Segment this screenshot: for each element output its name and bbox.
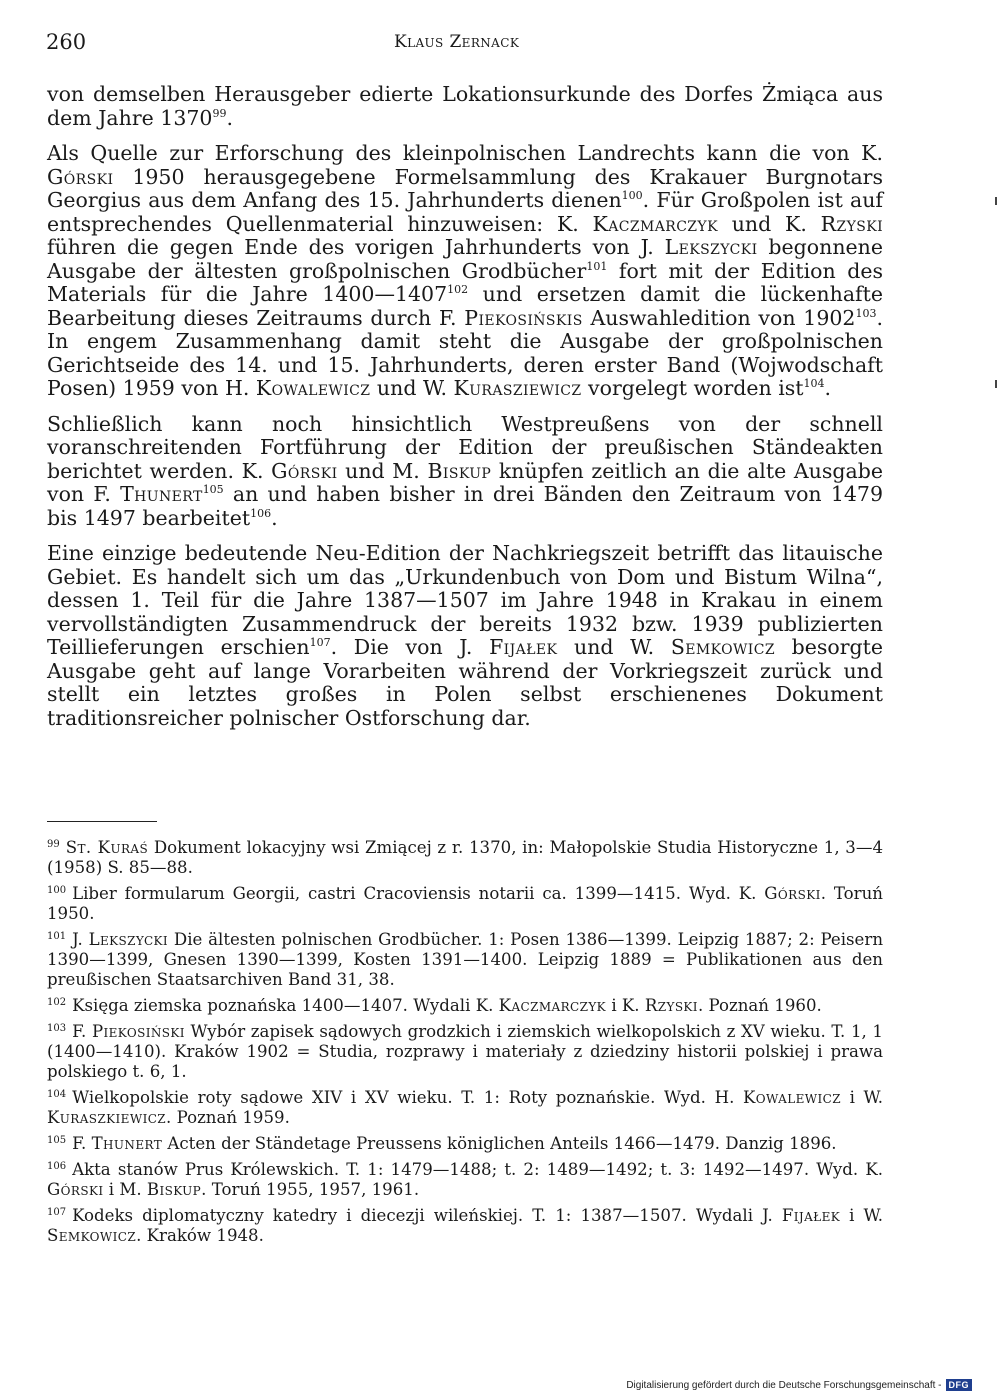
- paragraph-2: Als Quelle zur Erforschung des kleinpolnischen Landrechts kann die von K. Górski 1950 herausgegebene Formelsammlung des Krakauer Burgnotars Georgius aus dem Anfang des 15. Jahrhunderts dienen$^{100}$. Für Großpolen ist auf entsprechendes Quellenmaterial hinzuweisen: K. Kaczmarczyk und K. Rzyski führen die gegen Ende des vorigen Jahrhunderts von J. Lekszycki begonnene Ausgabe der ältesten großpolnischen Grodbücher$^{101}$ fort mit der Edition des Materials für die Jahre 1400—1407$^{102}$ und ersetzen damit die lückenhafte Bearbeitung dieses Zeitraums durch F. Piekosińskis Auswahledition von 1902$^{103}$. In engem Zusammenhang damit steht die Ausgabe der großpolnischen Gerichtseide des 14. und 15. Jahrhunderts, deren erster Band (Wojwodschaft Posen) 1959 von H. Kowalewicz und W. Kurasziewicz vorgelegt worden ist$^{104}$.: [47, 141, 883, 400]
- footnote-ref-106[interactable]: 106: [250, 506, 272, 520]
- author-name: Górski: [271, 458, 338, 483]
- author-name: Kowalewicz: [255, 376, 371, 400]
- footnote-99: $^{99}$ St. Kuraś Dokument lokacyjny wsi Zmiącej z r. 1370, in: Małopolskie Studia Historyczne 1, 3—4 (1958) S. 85—88.: [47, 838, 884, 877]
- footnote-divider: [47, 821, 157, 822]
- footnote-ref-100[interactable]: 100: [621, 189, 643, 202]
- footnote-106: $^{106}$ Akta stanów Prus Królewskich. T. 1: 1479—1488; t. 2: 1489—1492; t. 3: 1492—1497. Wyd. K. Górski i M. Biskup. Toruń 1955, 1957, 1961.: [47, 1160, 883, 1199]
- footnote-105: $^{105}$ F. Thunert Acten der Ständetage Preussens königlichen Anteils 1466—1479. Danzig 1896.: [47, 1134, 837, 1153]
- footnote-ref-103[interactable]: 103: [855, 306, 877, 320]
- margin-mark: [995, 380, 997, 388]
- footnote-103: $^{103}$ F. Piekosiński Wybór zapisek sądowych grodzkich i ziemskich wielkopolskich z XV wieku. T. 1, 1 (1400—1410). Kraków 1902 = Studia, rozprawy i materiały z dziedziny historii polskiej i prawa polskiego t. 6, 1.: [47, 1022, 883, 1081]
- footnote-ref-101[interactable]: 101: [586, 259, 608, 273]
- footer-credit: Digitalisierung gefördert durch die Deutsche Forschungsgemeinschaft -: [626, 1379, 942, 1391]
- paragraph-1: von demselben Herausgeber edierte Lokationsurkunde des Dorfes Żmiąca aus dem Jahre 1370$^{99}$.: [47, 82, 883, 130]
- author-name: Fijałek: [489, 635, 558, 659]
- footnote-ref-99[interactable]: 99: [212, 106, 227, 120]
- paragraph-4: Eine einzige bedeutende Neu-Edition der Nachkriegszeit betrifft das litauische Gebiet. Es handelt sich um das „Urkundenbuch von Dom und Bistum Wilna“, dessen 1. Teil für die Jahre 1387—1507 im Jahre 1948 in Krakau in einem vervollständigten Zusammendruck der bereits 1932 bzw. 1939 publizierten Teillieferungen erschien$^{107}$. Die von J. Fijałek und W. Semkowicz besorgte Ausgabe geht auf lange Vorarbeiten während der Vorkriegszeit zurück und stellt ein letztes großes in Polen selbst erschienenes Dokument traditionsreicher polnischer Ostforschung dar.: [47, 541, 883, 730]
- author-name: Semkowicz: [670, 635, 775, 659]
- main-text: [47, 83, 883, 742]
- author-name: Górski: [47, 164, 114, 189]
- footnote-101: $^{101}$ J. Lekszycki Die ältesten polnischen Grodbücher. 1: Posen 1386—1399. Leipzig 1887; 2: Peisern 1390—1399, Gnesen 1390—1399, Kosten 1391—1400. Leipzig 1889 = Publikationen aus den preußischen Staatsarchiven Band 31, 38.: [47, 930, 884, 989]
- footnote-ref-107[interactable]: 107: [309, 636, 331, 649]
- margin-mark: [995, 197, 997, 205]
- footnote-ref-105[interactable]: 105: [202, 483, 224, 496]
- page-number: 260: [46, 30, 87, 54]
- footnote-107: $^{107}$ Kodeks diplomatyczny katedry i diecezji wileńskiej. T. 1: 1387—1507. Wydali J. Fijałek i W. Semkowicz. Kraków 1948.: [47, 1206, 883, 1245]
- author-name: Rzyski: [820, 211, 883, 236]
- footnote-ref-102[interactable]: 102: [447, 283, 469, 296]
- footnote-ref-104[interactable]: 104: [803, 377, 825, 390]
- footnote-102: $^{102}$ Księga ziemska poznańska 1400—1407. Wydali K. Kaczmarczyk i K. Rzyski. Poznań 1960.: [47, 996, 822, 1015]
- running-head: Klaus Zernack: [394, 32, 520, 52]
- footnote-104: $^{104}$ Wielkopolskie roty sądowe XIV i XV wieku. T. 1: Roty poznańskie. Wyd. H. Kowalewicz i W. Kuraszkiewicz. Poznań 1959.: [47, 1088, 883, 1127]
- author-name: Piekosińskis: [464, 305, 583, 330]
- author-name: Thunert: [120, 482, 203, 506]
- author-name: Biskup: [427, 458, 492, 483]
- author-name: Kurasziewicz: [453, 376, 582, 400]
- footnote-100: $^{100}$ Liber formularum Georgii, castri Cracoviensis notarii ca. 1399—1415. Wyd. K. Górski. Toruń 1950.: [47, 884, 883, 923]
- author-name: Lekszycki: [664, 235, 758, 259]
- dfg-logo: DFG: [946, 1379, 973, 1391]
- digitization-footer: [626, 1379, 972, 1391]
- footnotes: [47, 838, 883, 1252]
- author-name: Kaczmarczyk: [592, 211, 718, 236]
- paragraph-3: Schließlich kann noch hinsichtlich Westpreußens von der schnell voranschreitenden Fortführung der Edition der preußischen Ständeakten berichtet werden. K. Górski und M. Biskup knüpfen zeitlich an die alte Ausgabe von F. Thunert$^{105}$ an und haben bisher in drei Bänden den Zeitraum von 1479 bis 1497 bearbeitet$^{106}$.: [47, 411, 883, 530]
